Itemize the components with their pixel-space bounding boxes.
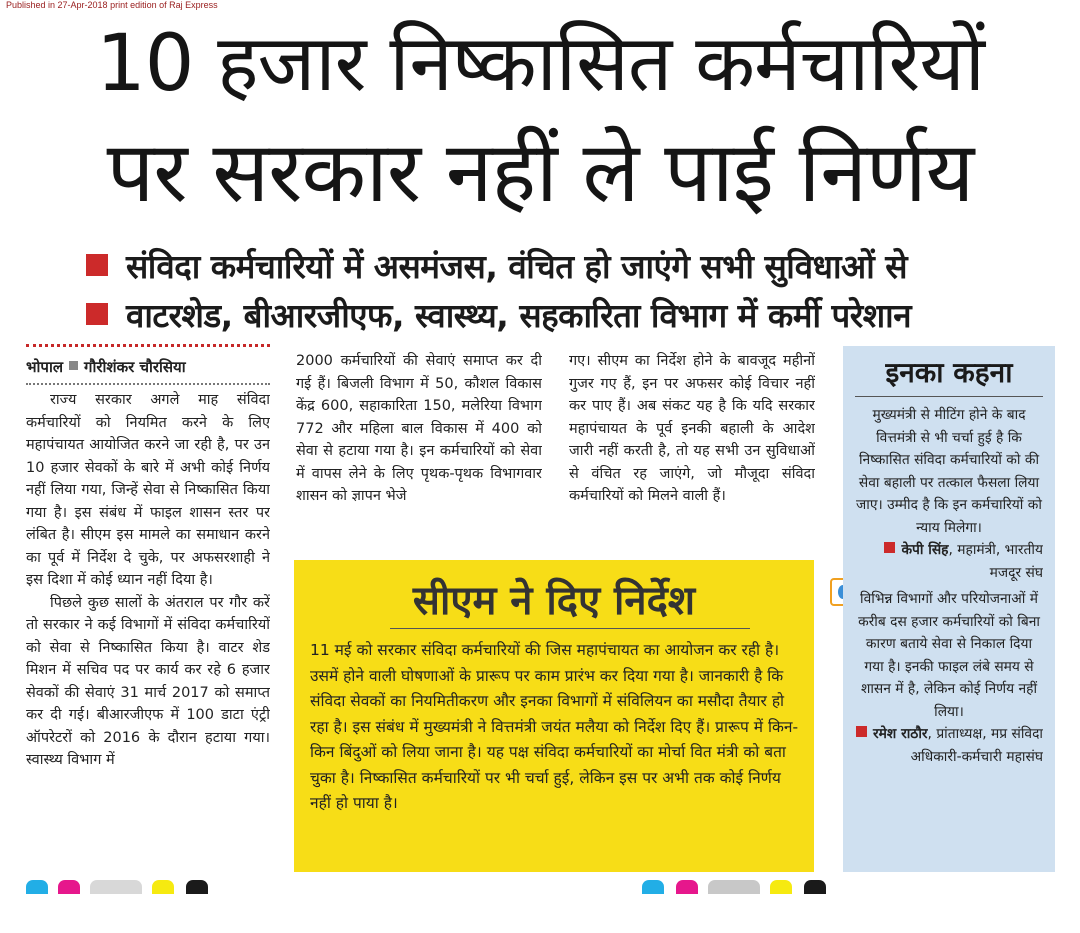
headline-line-2: पर सरकार नहीं ले पाई निर्णय — [106, 123, 974, 221]
print-registration-mark-yellow — [770, 880, 792, 894]
subhead-2-text: वाटरशेड, बीआरजीएफ, स्वास्थ्य, सहकारिता विभाग में कर्मी परेशान — [126, 296, 912, 335]
sidebar-title-rule — [855, 396, 1043, 397]
sidebar-attribution-2 — [855, 723, 1043, 768]
red-square-bullet-icon — [884, 542, 895, 553]
sidebar-quotes — [843, 346, 1055, 872]
sidebar-quote-2: विभिन्न विभागों और परियोजनाओं में करीब दस हजार कर्मचारियों को बिना कारण बताये सेवा से निकाल दिया गया है। इनकी फाइल लंबे समय से शासन में है, लेकिन कोई निर्णय नहीं लिया। — [858, 591, 1040, 720]
print-registration-mark-magenta — [58, 880, 80, 894]
article-column-3 — [569, 350, 815, 548]
print-registration-mark-black — [186, 880, 208, 894]
attribution-2-name: रमेश राठौर — [873, 726, 928, 742]
attribution-1-name: केपी सिंह — [901, 542, 949, 558]
article-column-1 — [26, 344, 270, 869]
sidebar-body — [855, 404, 1043, 864]
column-1-paragraph-1: राज्य सरकार अगले माह संविदा कर्मचारियों को नियमित करने के लिए महापंचायत आयोजित करने जा रही है, पर उन 10 हजार सेवकों के बारे में अभी कोई निर्णय नहीं लिया गया, जिन्हें सेवा से निष्कासित किया गया है। इस संबंध में फाइल शासन स्तर पर लंबित है। सीएम इस मामले का समाधान करने का पूर्व में निर्देश दे चुके, पर अफसरशाही ने इस दिशा में कोई ध्यान नहीं दिया है। — [26, 392, 270, 588]
column-2-text: 2000 कर्मचारियों की सेवाएं समाप्त कर दी गई हैं। बिजली विभाग में 50, कौशल विकास केंद्र 600, सहाकारिता 150, मलेरिया विभाग 772 और महिला बाल विकास में 400 को सेवा से हटाया गया है। इन कर्मचारियों को सेवा में वापस लेने के लिए पृथक-पृथक विभागवार शासन को ज्ञापन भेजे — [296, 353, 542, 504]
print-registration-mark-cyan — [26, 880, 48, 894]
subhead-2 — [86, 296, 1046, 336]
attribution-1-role: , महामंत्री, भारतीय मजदूर संघ — [948, 542, 1043, 581]
red-square-bullet-icon — [86, 254, 108, 276]
byline-separator-icon — [69, 361, 78, 370]
print-registration-mark-grey — [708, 880, 760, 894]
cm-directive-box — [294, 560, 814, 872]
print-registration-mark-cyan — [642, 880, 664, 894]
cm-box-title-rule — [390, 628, 750, 629]
sidebar-title: इनका कहना — [885, 356, 1013, 389]
print-registration-mark-magenta — [676, 880, 698, 894]
column-3-text: गए। सीएम का निर्देश होने के बावजूद महीनों गुजर गए हैं, इन पर अफसर कोई विचार नहीं कर पाए हैं। अब संकट यह है कि यदि सरकार महापंचायत के पूर्व इनकी बहाली के आदेश जारी नहीं करती है, तो यह सभी उन सुविधाओं से वंचित रह जाएंगे, जो मौजूदा संविदा कर्मचारियों को मिलने वाली हैं। — [569, 353, 815, 504]
subhead-1-text: संविदा कर्मचारियों में असमंजस, वंचित हो जाएंगे सभी सुविधाओं से — [126, 247, 908, 286]
print-registration-mark-grey — [90, 880, 142, 894]
column-1-paragraph-2: पिछले कुछ सालों के अंतराल पर गौर करें तो सरकार ने कई विभागों में संविदा कर्मचारियों को सेवा से निष्कासित किया है। वाटर शेड मिशन में सचिव पद पर कार्य कर रहे 6 हजार सेवकों की सेवाएं 31 मार्च 2017 को समाप्त कर दी गई। बीआरजीएफ में 100 डाटा एंट्री ऑपरेटरों को 2016 के दौरान हटाया गया। स्वास्थ्य विभाग में — [26, 594, 270, 768]
cm-box-title: सीएम ने दिए निर्देश — [412, 578, 696, 624]
red-square-bullet-icon — [856, 726, 867, 737]
byline — [26, 357, 270, 377]
subhead-1 — [86, 247, 1046, 287]
red-square-bullet-icon — [86, 303, 108, 325]
headline-line-1: 10 हजार निष्कासित कर्मचारियों — [96, 19, 984, 109]
sidebar-quote-1: मुख्यमंत्री से मीटिंग होने के बाद वित्तमंत्री से भी चर्चा हुई है कि निष्कासित संविदा कर्मचारियों को की सेवा बहाली पर तत्काल फैसला लिया जाए। उम्मीद है कि इन कर्मचारियों को न्याय मिलेगा। — [856, 407, 1042, 536]
sidebar-attribution-1 — [855, 539, 1043, 584]
red-dotted-divider — [26, 344, 270, 347]
article-column-2 — [296, 350, 542, 548]
cm-box-body: 11 मई को सरकार संविदा कर्मचारियों की जिस महापंचायत का आयोजन कर रही है। उसमें होने वाली घोषणाओं के प्रारूप पर काम प्रारंभ कर दिया गया है। जानकारी है कि संविदा सेवकों का नियमितीकरण और इनका विभागों में संविलियन का मसौदा तैयार हो रहा है। इस संबंध में मुख्यमंत्री ने वित्तमंत्री जयंत मलैया को निर्देश दिए हैं। प्रारूप में किन-किन बिंदुओं को लिया जाना है। यह पक्ष संविदा कर्मचारियों का मोर्चा वित मंत्री को बता चुका है। निष्कासित कर्मचारियों पर भी चर्चा हुई, लेकिन इस पर अभी तक कोई निर्णय नहीं हो पाया है। — [310, 641, 799, 812]
print-registration-mark-black — [804, 880, 826, 894]
dotted-divider — [26, 383, 270, 385]
attribution-2-role: , प्रांताध्यक्ष, मप्र संविदा अधिकारी-कर्मचारी महासंघ — [910, 726, 1043, 765]
byline-author: गौरीशंकर चौरसिया — [84, 358, 186, 376]
print-registration-mark-yellow — [152, 880, 174, 894]
column-1-body — [26, 389, 270, 869]
byline-place: भोपाल — [26, 358, 64, 376]
publication-note: Published in 27-Apr-2018 print edition of Raj Express — [6, 0, 218, 10]
